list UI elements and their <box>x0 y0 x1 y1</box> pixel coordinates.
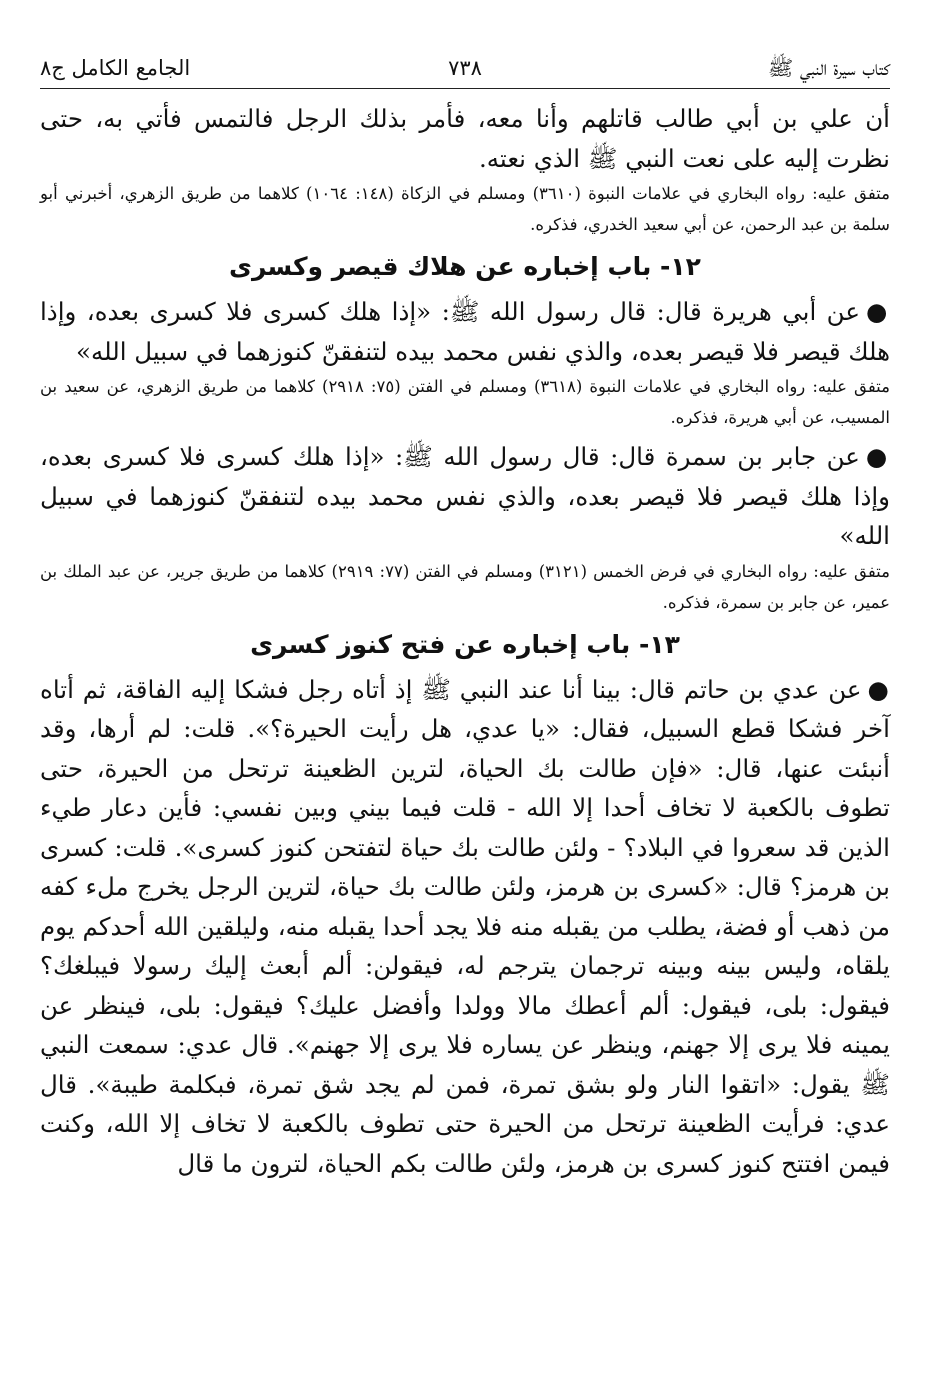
takhrij-note: متفق عليه: رواه البخاري في فرض الخمس (٣١٢١) ومسلم في الفتن (٧٧: ٢٩١٩) كلاهما من طريق جرير، عن عبد الملك بن عمير، عن جابر بن سمرة، فذكره. <box>40 561 890 612</box>
chapter-heading: ١٢- باب إخباره عن هلاك قيصر وكسرى <box>229 252 701 281</box>
hadith-text: عن جابر بن سمرة قال: قال رسول الله ﷺ: «إذا هلك كسرى فلا كسرى بعده، وإذا هلك قيصر فلا قيصر بعده، والذي نفس محمد بيده لتنفقنّ كنوزهما في سبيل الله» <box>40 442 890 550</box>
page-content <box>40 99 890 1183</box>
hadith-text: عن أبي هريرة قال: قال رسول الله ﷺ: «إذا هلك كسرى فلا كسرى بعده، وإذا هلك قيصر فلا قيصر بعده، والذي نفس محمد بيده لتنفقنّ كنوزهما في سبيل الله» <box>40 297 890 366</box>
bullet-icon: ● <box>867 674 890 704</box>
book-page <box>40 48 890 1348</box>
chapter-heading: ١٣- باب إخباره عن فتح كنوز كسرى <box>250 629 680 659</box>
takhrij-note: متفق عليه: رواه البخاري في علامات النبوة (٣٦١٨) ومسلم في الفتن (٧٥: ٢٩١٨) كلاهما من طريق الزهري، عن سعيد بن المسيب، عن أبي هريرة، فذكره. <box>40 377 890 427</box>
volume-title: الجامع الكامل ج٨ <box>40 56 191 80</box>
bullet-icon: ● <box>865 297 890 326</box>
page-header <box>40 48 890 89</box>
hadith-paragraph <box>40 670 890 1184</box>
takhrij-note: متفق عليه: رواه البخاري في علامات النبوة (٣٦١٠) ومسلم في الزكاة (١٤٨: ١٠٦٤) كلاهما من طريق الزهري، أخبرني أبو سلمة بن عبد الرحمن، عن أبي سعيد الخدري، فذكره. <box>40 184 890 234</box>
book-title: كتاب سيرة النبي ﷺ <box>767 56 890 80</box>
hadith-text: عن عدي بن حاتم قال: بينا أنا عند النبي ﷺ إذ أتاه رجل فشكا إليه الفاقة، ثم أتاه آخر فشكا قطع السبيل، فقال: «يا عدي، هل رأيت الحيرة؟». قلت: لم أرها، وقد أنبئت عنها، قال: «فإن طالت بك الحياة، لترين الظعينة ترتحل من الحيرة، حتى تطوف بالكعبة لا تخاف أحدا إلا الله - قلت فيما بيني وبين نفسي: فأين دعار طيء الذين قد سعروا في البلاد؟ - ولئن طالت بك حياة لتفتحن كنوز كسرى». قلت: كسرى بن هرمز؟ قال: «كسرى بن هرمز، ولئن طالت بك حياة، لترين الرجل يخرج ملء كفه من ذهب أو فضة، يطلب من يقبله منه فلا يجد أحدا يقبله منه، وليلقين الله أحدكم يوم يلقاه، وليس بينه وبينه ترجمان يترجم له، فيقولن: ألم أبعث إليك رسولا فيبلغك؟ فيقول: بلى، فيقول: ألم أعطك مالا وولدا وأفضل عليك؟ فيقول: بلى، فينظر عن يمينه فلا يرى إلا جهنم، وينظر عن يساره فلا يرى إلا جهنم». قال عدي: سمعت النبي ﷺ يقول: «اتقوا النار ولو بشق تمرة، فمن لم يجد شق تمرة، فبكلمة طيبة». قال عدي: فرأيت الظعينة ترتحل من الحيرة حتى تطوف بالكعبة لا تخاف إلا الله، وكنت فيمن افتتح كنوز كسرى بن هرمز، ولئن طالت بكم الحياة، لترون ما قال <box>40 674 890 1178</box>
bullet-icon: ● <box>865 442 890 471</box>
hadith-paragraph <box>40 292 890 371</box>
page-number: ٧٣٨ <box>448 56 482 80</box>
hadith-paragraph <box>40 437 890 556</box>
paragraph-continuation: أن علي بن أبي طالب قاتلهم وأنا معه، فأمر بذلك الرجل فالتمس فأتي به، حتى نظرت إليه على نعت النبي ﷺ الذي نعته. <box>40 104 890 173</box>
